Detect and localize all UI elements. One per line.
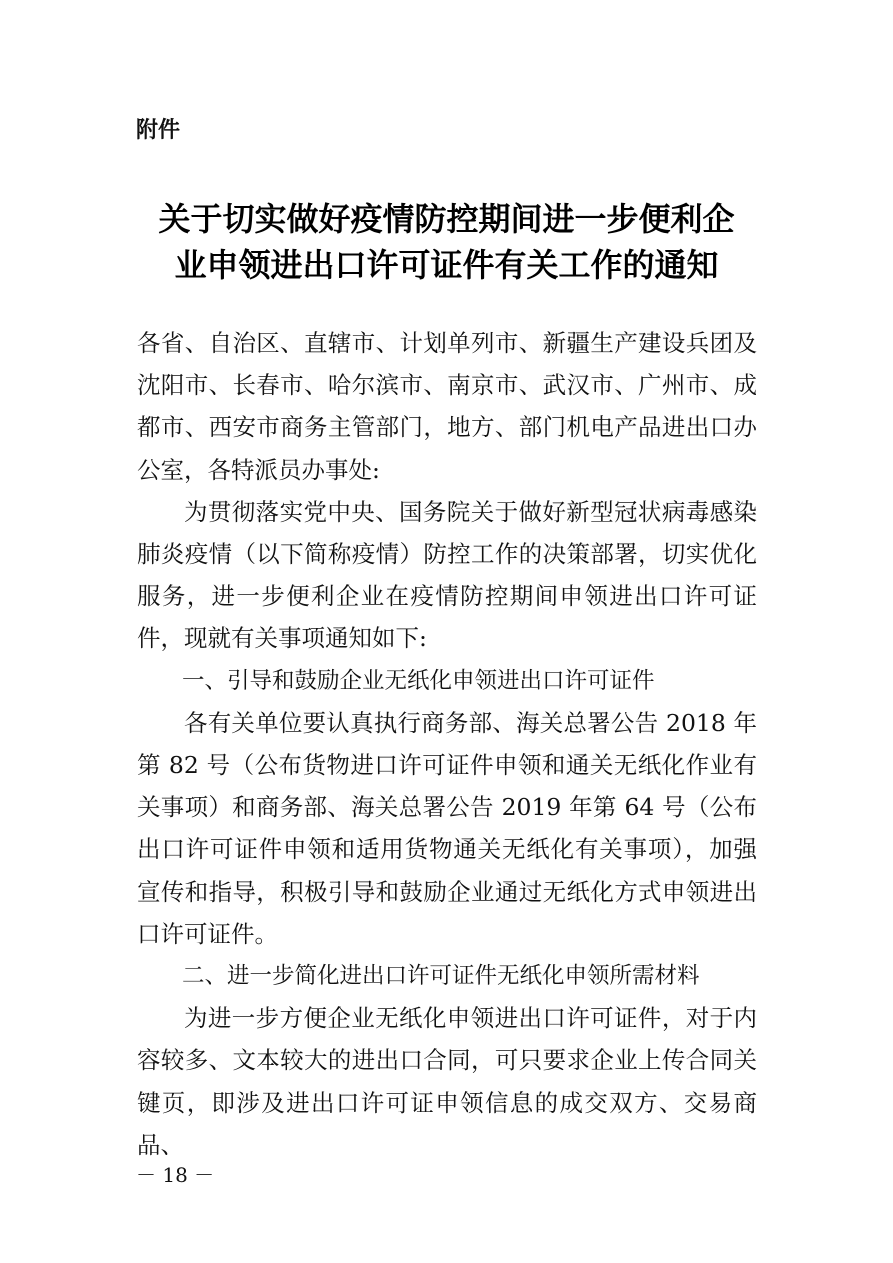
section-1-paragraph: 各有关单位要认真执行商务部、海关总署公告 2018 年第 82 号（公布货物进口许可证件申领和通关无纸化作业有关事项）和商务部、海关总署公告 2019 年第 64 号（公布出口许可证件申领和适用货物通关无纸化有关事项），加强宣传和指导，积极引导和鼓励企业通过无纸化方式申领进出口许可证件。 <box>137 708 757 948</box>
section-heading-1: 一、引导和鼓励企业无纸化申领进出口许可证件 <box>182 667 655 694</box>
document-body <box>137 322 757 1166</box>
title-line-1: 关于切实做好疫情防控期间进一步便利企 <box>158 200 735 238</box>
section-heading-2: 二、进一步简化进出口许可证件无纸化申领所需材料 <box>182 963 700 990</box>
title-line-2: 业申领进出口许可证件有关工作的通知 <box>174 246 719 284</box>
intro-paragraph: 为贯彻落实党中央、国务院关于做好新型冠状病毒感染肺炎疫情（以下简称疫情）防控工作的决策部署，切实优化服务，进一步便利企业在疫情防控期间申领进出口许可证件，现就有关事项通知如下: <box>137 497 757 653</box>
section-2-paragraph: 为进一步方便企业无纸化申领进出口许可证件，对于内容较多、文本较大的进出口合同，可只要求企业上传合同关键页，即涉及进出口许可证申领信息的成交双方、交易商品、 <box>137 1004 757 1159</box>
document-title <box>130 196 763 288</box>
page-number: － 18 － <box>136 1163 215 1187</box>
attachment-label: 附件 <box>136 118 181 143</box>
addressee-paragraph: 各省、自治区、直辖市、计划单列市、新疆生产建设兵团及沈阳市、长春市、哈尔滨市、南京市、武汉市、广州市、成都市、西安市商务主管部门，地方、部门机电产品进出口办公室，各特派员办事处: <box>137 329 757 484</box>
